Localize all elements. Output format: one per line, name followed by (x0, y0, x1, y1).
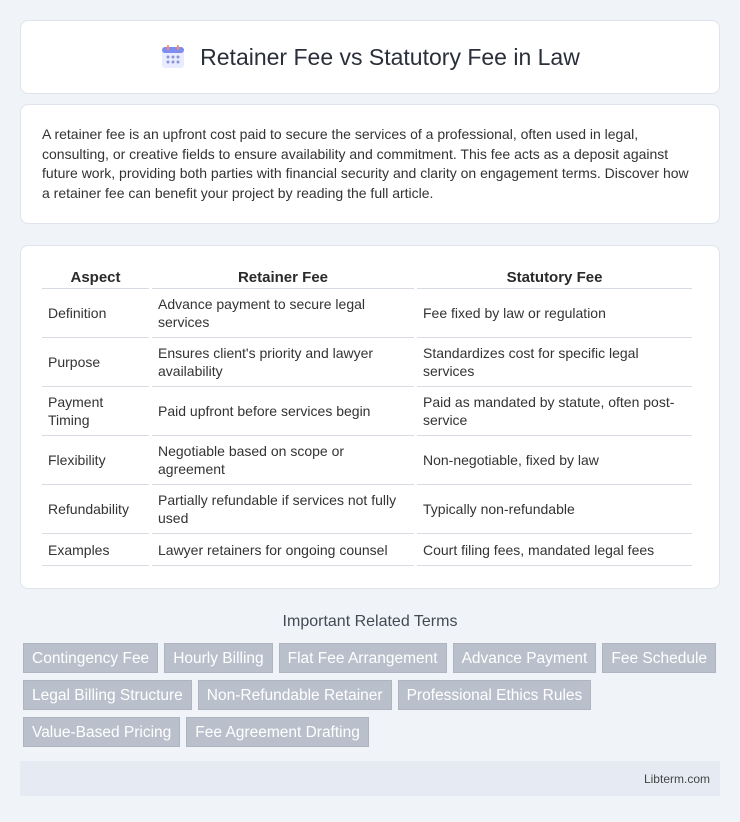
table-row (42, 534, 692, 566)
comparison-table (39, 266, 695, 566)
intro-text: A retainer fee is an upfront cost paid to secure the services of a professional, often used in legal, consulting, or creative fields to ensure availability and commitment. This fee acts as a deposit against future work, providing both parties with financial security and clarity on engagement terms. Discover how a retainer fee can benefit your project by reading the full article. (42, 126, 689, 201)
cell-retainer: Paid upfront before services begin (152, 387, 414, 436)
tag-fee-agreement-drafting[interactable]: Fee Agreement Drafting (186, 717, 369, 747)
footer-brand[interactable]: Libterm.com (643, 771, 710, 786)
cell-aspect: Payment Timing (42, 387, 149, 436)
tag-non-refundable-retainer[interactable]: Non-Refundable Retainer (198, 680, 392, 710)
tag-contingency-fee[interactable]: Contingency Fee (23, 643, 158, 673)
tag-hourly-billing[interactable]: Hourly Billing (164, 643, 272, 673)
cell-retainer: Advance payment to secure legal services (152, 289, 414, 338)
cell-retainer: Ensures client's priority and lawyer availability (152, 338, 414, 387)
cell-statutory: Non-negotiable, fixed by law (417, 436, 692, 485)
tag-value-based-pricing[interactable]: Value-Based Pricing (23, 717, 180, 747)
tag-flat-fee-arrangement[interactable]: Flat Fee Arrangement (279, 643, 447, 673)
table-row (42, 485, 692, 534)
related-terms-title: Important Related Terms (282, 613, 458, 630)
cell-statutory: Typically non-refundable (417, 485, 692, 534)
cell-retainer: Partially refundable if services not fully used (152, 485, 414, 534)
cell-aspect: Refundability (42, 485, 149, 534)
table-row (42, 289, 692, 338)
cell-aspect: Purpose (42, 338, 149, 387)
cell-retainer: Negotiable based on scope or agreement (152, 436, 414, 485)
tag-fee-schedule[interactable]: Fee Schedule (602, 643, 716, 673)
tag-legal-billing-structure[interactable]: Legal Billing Structure (23, 680, 192, 710)
page-title: Retainer Fee vs Statutory Fee in Law (200, 43, 580, 70)
table-row (42, 387, 692, 436)
table-row (42, 436, 692, 485)
footer (20, 761, 720, 796)
header-card (20, 20, 720, 94)
cell-retainer: Lawyer retainers for ongoing counsel (152, 534, 414, 566)
cell-statutory: Standardizes cost for specific legal services (417, 338, 692, 387)
header-statutory-fee: Statutory Fee (417, 266, 692, 289)
cell-aspect: Flexibility (42, 436, 149, 485)
related-terms-list (20, 643, 720, 747)
comparison-table-card (20, 245, 720, 589)
cell-statutory: Paid as mandated by statute, often post-service (417, 387, 692, 436)
cell-aspect: Examples (42, 534, 149, 566)
header-retainer-fee: Retainer Fee (152, 266, 414, 289)
calendar-icon (160, 44, 186, 70)
intro-card (20, 104, 720, 224)
tag-professional-ethics-rules[interactable]: Professional Ethics Rules (398, 680, 592, 710)
table-row (42, 338, 692, 387)
cell-aspect: Definition (42, 289, 149, 338)
table-header-row (42, 266, 692, 289)
tag-advance-payment[interactable]: Advance Payment (453, 643, 597, 673)
header-aspect: Aspect (42, 266, 149, 289)
cell-statutory: Fee fixed by law or regulation (417, 289, 692, 338)
cell-statutory: Court filing fees, mandated legal fees (417, 534, 692, 566)
